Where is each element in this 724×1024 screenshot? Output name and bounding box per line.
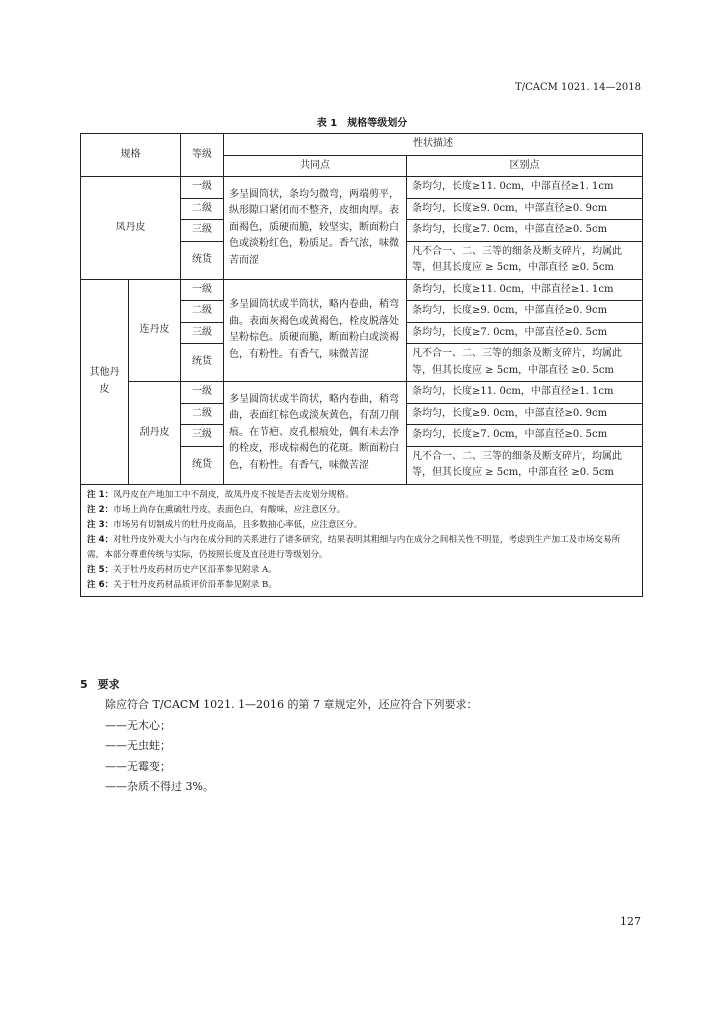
note: 注 2：市场上尚存在熏硫牡丹皮，表面色白，有酸味，应注意区分。 — [87, 504, 346, 515]
header-spec: 规格 — [81, 134, 181, 177]
grade-cell: 统货 — [181, 241, 224, 279]
grade-cell: 三级 — [181, 425, 224, 447]
requirements — [105, 695, 478, 798]
grade-cell: 二级 — [181, 301, 224, 323]
spec-other: 其他丹皮 — [81, 279, 129, 484]
grade-cell: 三级 — [181, 322, 224, 344]
grade-cell: 二级 — [181, 198, 224, 220]
diff-cell: 条均匀，长度≥9. 0cm，中部直径≥0. 9cm — [407, 198, 643, 220]
table-title: 表 1 规格等级划分 — [316, 118, 408, 129]
header-diff: 区别点 — [407, 155, 643, 177]
standard-code: T/CACM 1021. 14—2018 — [515, 82, 641, 93]
note: 注 4：对牡丹皮外观大小与内在成分间的关系进行了诸多研究，结果表明其粗细与内在成分之间相关性不明显，考虑到生产加工及市场交易所需，本部分尊重传统与实际，仍按照长度及直径进行等级划分。 — [87, 534, 621, 560]
requirement-item: ——无霉变； — [105, 759, 171, 773]
page-number: 127 — [620, 915, 641, 928]
diff-cell: 凡不合一、二、三等的细条及断支碎片，均属此等，但其长度应 ≥ 5cm，中部直径 ≥0. 5cm — [407, 344, 643, 382]
diff-cell: 条均匀，长度≥11. 0cm，中部直径≥1. 1cm — [407, 279, 643, 301]
grade-cell: 三级 — [181, 220, 224, 242]
requirement-item: ——无木心； — [105, 718, 171, 732]
note: 注 5：关于牡丹皮药材历史产区沿革参见附录 A。 — [87, 564, 277, 575]
diff-cell: 凡不合一、二、三等的细条及断支碎片，均属此等，但其长度应 ≥ 5cm，中部直径 ≥0. 5cm — [407, 241, 643, 279]
grade-table — [80, 133, 643, 597]
table-notes — [81, 484, 643, 596]
table-row — [81, 279, 643, 301]
requirements-intro: 除应符合 T/CACM 1021. 1—2016 的第 7 章规定外，还应符合下列要求： — [105, 698, 478, 711]
table-row — [81, 177, 643, 199]
diff-cell: 条均匀，长度≥9. 0cm，中部直径≥0. 9cm — [407, 403, 643, 425]
header-common: 共同点 — [224, 155, 407, 177]
section-title: 要求 — [97, 678, 120, 691]
grade-cell: 二级 — [181, 403, 224, 425]
table-row — [81, 382, 643, 404]
header-traits: 性状描述 — [224, 134, 643, 156]
spec-gua: 刮丹皮 — [129, 382, 181, 485]
diff-cell: 条均匀，长度≥7. 0cm，中部直径≥0. 5cm — [407, 220, 643, 242]
diff-cell: 条均匀，长度≥7. 0cm，中部直径≥0. 5cm — [407, 322, 643, 344]
common-gua: 多呈圆筒状或半筒状，略内卷曲，稍弯曲，表面红棕色或淡灰黄色，有刮刀削痕。在节疤、皮孔根痕处，偶有未去净的栓皮，形成棕褐色的花斑。断面粉白色，有粉性。有香气，味微苦涩 — [224, 382, 407, 485]
grade-cell: 一级 — [181, 177, 224, 199]
section-number: 5 — [80, 678, 88, 691]
header-grade: 等级 — [181, 134, 224, 177]
note: 注 3：市场另有切制成片的牡丹皮商品，且多数抽心率低，应注意区分。 — [87, 519, 363, 530]
grade-cell: 一级 — [181, 279, 224, 301]
grade-cell: 一级 — [181, 382, 224, 404]
requirement-item: ——无虫蛀； — [105, 739, 171, 752]
note: 注 6：关于牡丹皮药材品质评价沿革参见附录 B。 — [87, 579, 277, 590]
common-lian: 多呈圆筒状或半筒状，略内卷曲，稍弯曲。表面灰褐色或黄褐色，栓皮脱落处呈粉棕色。质硬而脆，断面粉白或淡褐色，有粉性。有香气，味微苦涩 — [224, 279, 407, 382]
spec-lian: 连丹皮 — [129, 279, 181, 382]
grade-cell: 统货 — [181, 446, 224, 484]
diff-cell: 条均匀，长度≥11. 0cm，中部直径≥1. 1cm — [407, 382, 643, 404]
header-row — [81, 134, 643, 156]
grade-cell: 统货 — [181, 344, 224, 382]
section-heading — [80, 676, 130, 692]
notes-row — [81, 484, 643, 596]
common-feng: 多呈圆筒状，条均匀微弯，两端剪平，纵形隙口紧闭而不整齐，皮细肉厚。表面褐色，质硬而脆，较坚实，断面粉白色或淡粉红色，粉质足。香气浓，味微苦而涩 — [224, 177, 407, 280]
diff-cell: 条均匀，长度≥9. 0cm，中部直径≥0. 9cm — [407, 301, 643, 323]
diff-cell: 凡不合一、二、三等的细条及断支碎片，均属此等，但其长度应 ≥ 5cm，中部直径 ≥0. 5cm — [407, 446, 643, 484]
requirement-item: ——杂质不得过 3%。 — [105, 780, 214, 793]
note: 注 1：凤丹皮在产地加工中不刮皮，故凤丹皮不按是否去皮划分规格。 — [87, 489, 354, 500]
diff-cell: 条均匀，长度≥11. 0cm，中部直径≥1. 1cm — [407, 177, 643, 199]
spec-feng: 凤丹皮 — [81, 177, 181, 280]
diff-cell: 条均匀，长度≥7. 0cm，中部直径≥0. 5cm — [407, 425, 643, 447]
